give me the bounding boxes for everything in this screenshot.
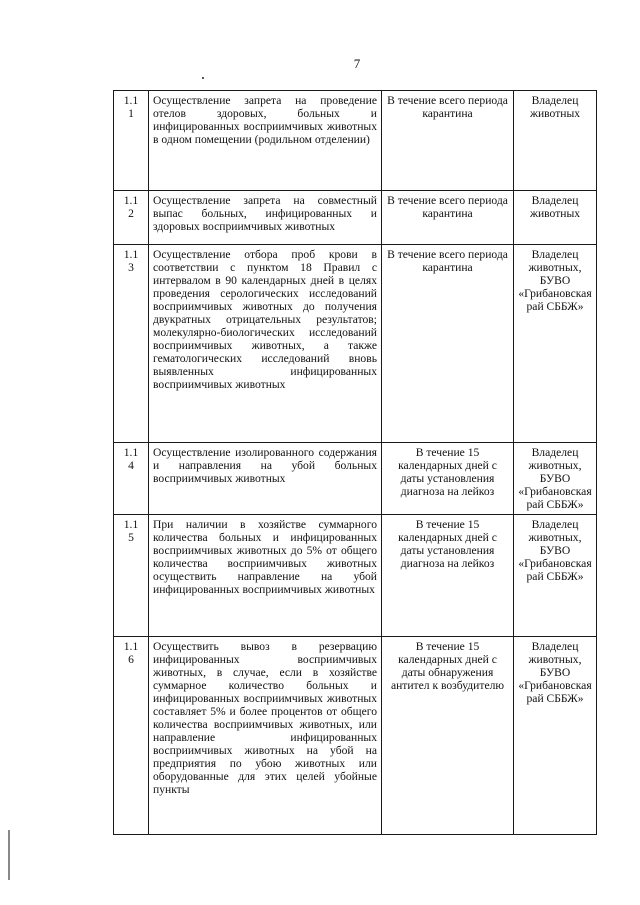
measure-description: При наличии в хозяйстве суммарного количества больных и инфицированных восприимчивых животных до 5% от общего количества восприимчивых животных осуществить направление на убой инфицированных восприимчивых животных xyxy=(149,515,382,637)
row-number: 1.1 1 xyxy=(114,91,149,191)
table-row xyxy=(114,91,597,191)
measure-term: В течение всего периода карантина xyxy=(382,191,514,245)
responsible-party: Владелец животных, БУВО «Грибановская рай СББЖ» xyxy=(514,637,597,835)
row-number: 1.1 3 xyxy=(114,245,149,443)
row-number: 1.1 5 xyxy=(114,515,149,637)
measure-term: В течение всего периода карантина xyxy=(382,245,514,443)
measure-description: Осуществление запрета на совместный выпас больных, инфицированных и здоровых восприимчивых животных xyxy=(149,191,382,245)
table-row xyxy=(114,515,597,637)
measure-description: Осуществление изолированного содержания и направления на убой больных восприимчивых животных xyxy=(149,443,382,515)
responsible-party: Владелец животных, БУВО «Грибановская рай СББЖ» xyxy=(514,515,597,637)
measure-description: Осуществление запрета на проведение отелов здоровых, больных и инфицированных восприимчивых животных в одном помещении (родильном отделении) xyxy=(149,91,382,191)
measure-term: В течение 15 календарных дней с даты установления диагноза на лейкоз xyxy=(382,443,514,515)
responsible-party: Владелец животных xyxy=(514,191,597,245)
page-number: 7 xyxy=(353,56,361,71)
measure-term: В течение 15 календарных дней с даты обнаружения антител к возбудителю xyxy=(382,637,514,835)
measure-term: В течение всего периода карантина xyxy=(382,91,514,191)
measure-description: Осуществить вывоз в резервацию инфицированных восприимчивых животных, в случае, если в хозяйстве суммарное количество больных и инфицированных восприимчивых животных составляет 5% и более процентов от общего количества восприимчивых животных, или направление инфицированных восприимчивых животных на убой на предприятия по убою животных или оборудованные для этих целей убойные пункты xyxy=(149,637,382,835)
table-row xyxy=(114,637,597,835)
scan-speck xyxy=(202,77,204,79)
row-number: 1.1 6 xyxy=(114,637,149,835)
table-row xyxy=(114,443,597,515)
responsible-party: Владелец животных xyxy=(514,91,597,191)
row-number: 1.1 2 xyxy=(114,191,149,245)
responsible-party: Владелец животных, БУВО «Грибановская рай СББЖ» xyxy=(514,443,597,515)
responsible-party: Владелец животных, БУВО «Грибановская рай СББЖ» xyxy=(514,245,597,443)
scan-edge-mark xyxy=(8,830,10,880)
measure-description: Осуществление отбора проб крови в соответствии с пунктом 18 Правил с интервалом в 90 календарных дней в целях проведения серологических исследований восприимчивых животных до получения двукратных отрицательных результатов; молекулярно-биологических исследований восприимчивых животных, а также гематологических исследований вновь выявленных инфицированных восприимчивых животных xyxy=(149,245,382,443)
table-row xyxy=(114,245,597,443)
measures-table xyxy=(113,90,597,835)
row-number: 1.1 4 xyxy=(114,443,149,515)
measure-term: В течение 15 календарных дней с даты установления диагноза на лейкоз xyxy=(382,515,514,637)
table-row xyxy=(114,191,597,245)
